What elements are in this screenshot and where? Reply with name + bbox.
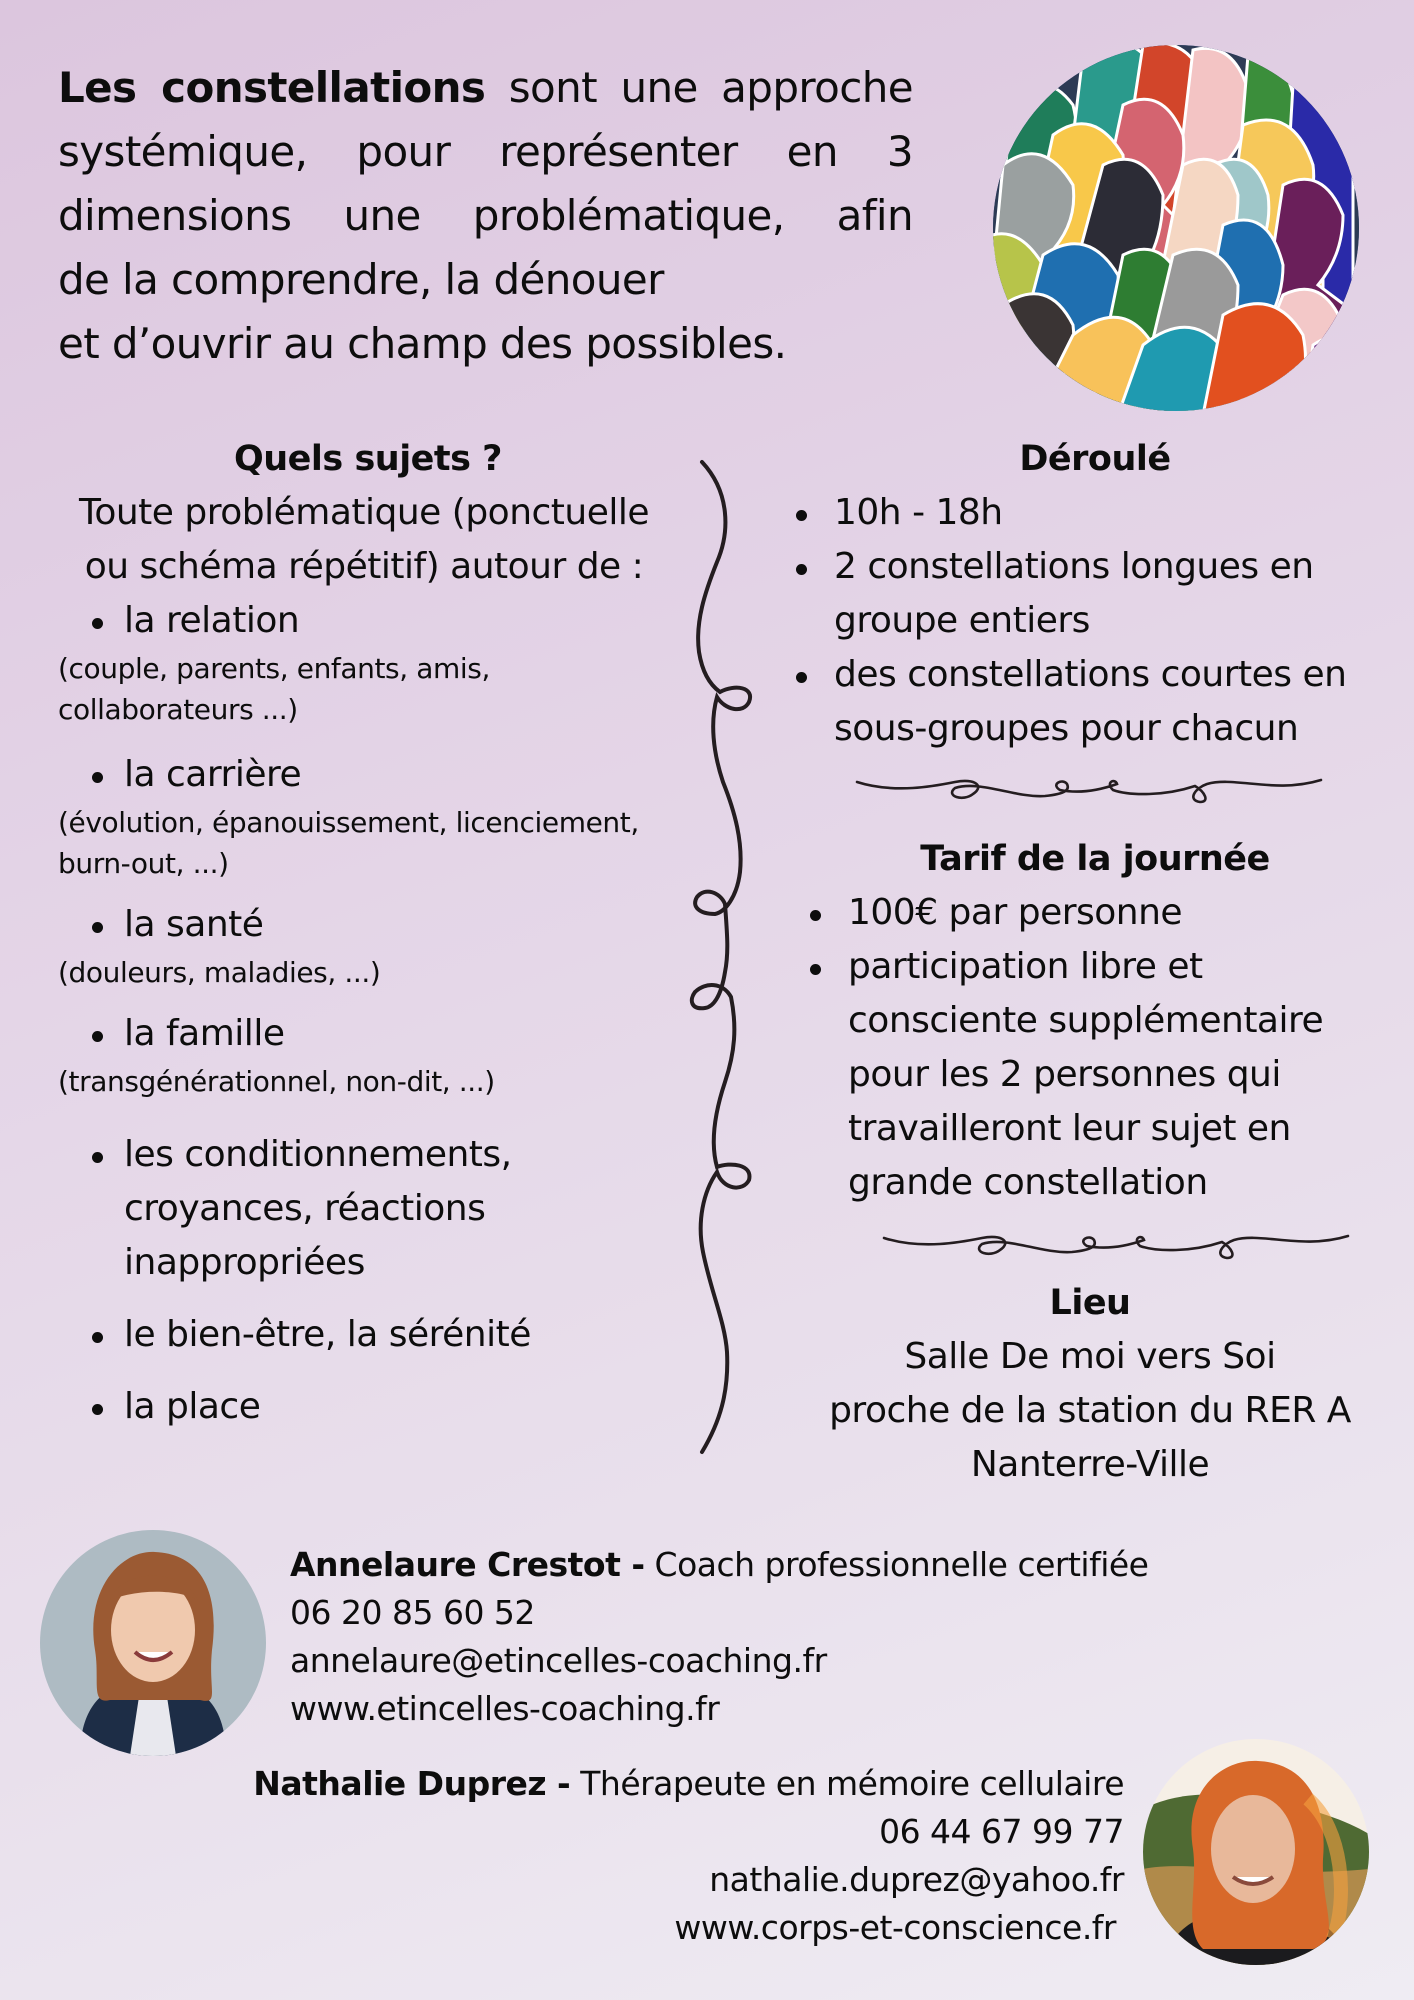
pricing-item: participation libre et consciente supplémentaire pour les 2 personnes qui travailleront leur sujet en grande constellation — [780, 940, 1390, 1210]
contact-nathalie — [253, 1760, 1124, 1952]
pricing-title: Tarif de la journée — [920, 839, 1270, 879]
contact-website[interactable]: www.corps-et-conscience.fr — [674, 1908, 1116, 1947]
subjects-section — [58, 432, 678, 1434]
subjects-title: Quels sujets ? — [234, 439, 502, 479]
contact-role: Coach professionnelle certifiée — [644, 1545, 1149, 1584]
intro-paragraph — [58, 56, 913, 376]
avatar-annelaure — [40, 1530, 266, 1756]
hero-people-illustration — [993, 45, 1359, 411]
subject-item-conditioning: les conditionnements, croyances, réactions inappropriées — [58, 1128, 678, 1290]
intro-line-5: et d’ouvrir au champ des possibles. — [58, 319, 787, 368]
pricing-section — [780, 832, 1390, 1210]
schedule-item: 2 constellations longues en groupe entiers — [780, 540, 1390, 648]
subjects-intro: Toute problématique (ponctuelle ou schéma répétitif) autour de : — [78, 492, 650, 587]
location-details: Salle De moi vers Soi proche de la station du RER A Nanterre-Ville — [829, 1336, 1351, 1485]
contact-role: Thérapeute en mémoire cellulaire — [570, 1764, 1124, 1803]
intro-line-2: systémique, pour représenter en 3 — [58, 127, 913, 176]
contact-name: Nathalie Duprez - — [253, 1764, 571, 1803]
schedule-item: 10h - 18h — [780, 486, 1390, 540]
subject-item-family: la famille — [58, 1007, 678, 1061]
pricing-item: 100€ par personne — [780, 886, 1390, 940]
subject-detail-career: (évolution, épanouissement, licenciement, burn-out, ...) — [58, 806, 639, 880]
subject-detail-family: (transgénérationnel, non-dit, ...) — [58, 1065, 495, 1098]
contact-email[interactable]: nathalie.duprez@yahoo.fr — [709, 1860, 1124, 1899]
intro-line-1: Les constellations sont une approche — [58, 63, 913, 112]
portrait-photo-icon — [40, 1530, 266, 1756]
horizontal-swirl-divider-icon — [855, 776, 1325, 816]
contact-name-role — [253, 1760, 1124, 1808]
contact-name-role — [290, 1541, 1148, 1589]
schedule-section — [780, 432, 1390, 756]
location-title: Lieu — [1049, 1283, 1131, 1323]
subject-item-relation: la relation — [58, 594, 678, 648]
subject-item-health: la santé — [58, 898, 678, 952]
people-silhouettes-icon — [993, 45, 1359, 411]
subject-item-place: la place — [58, 1380, 678, 1434]
subject-detail-relation: (couple, parents, enfants, amis, collaborateurs ...) — [58, 652, 490, 726]
intro-bold-lead: Les constellations — [58, 63, 486, 112]
vertical-swirl-divider-icon — [685, 452, 755, 1462]
contact-annelaure — [290, 1541, 1148, 1733]
subject-item-career: la carrière — [58, 748, 678, 802]
intro-line-3: dimensions une problématique, afin — [58, 191, 913, 240]
schedule-item: des constellations courtes en sous-groupes pour chacun — [780, 648, 1390, 756]
location-section — [800, 1276, 1380, 1492]
avatar-nathalie — [1143, 1739, 1369, 1965]
horizontal-swirl-divider-icon — [882, 1232, 1352, 1272]
contact-name: Annelaure Crestot - — [290, 1545, 645, 1584]
intro-line-4: de la comprendre, la dénouer — [58, 255, 664, 304]
subject-detail-health: (douleurs, maladies, ...) — [58, 956, 381, 989]
contact-website[interactable]: www.etincelles-coaching.fr — [290, 1689, 720, 1728]
schedule-title: Déroulé — [1019, 439, 1171, 479]
contact-phone[interactable]: 06 44 67 99 77 — [879, 1812, 1124, 1851]
portrait-photo-icon — [1143, 1739, 1369, 1965]
contact-phone[interactable]: 06 20 85 60 52 — [290, 1593, 535, 1632]
contact-email[interactable]: annelaure@etincelles-coaching.fr — [290, 1641, 827, 1680]
subject-item-wellbeing: le bien-être, la sérénité — [58, 1308, 678, 1362]
